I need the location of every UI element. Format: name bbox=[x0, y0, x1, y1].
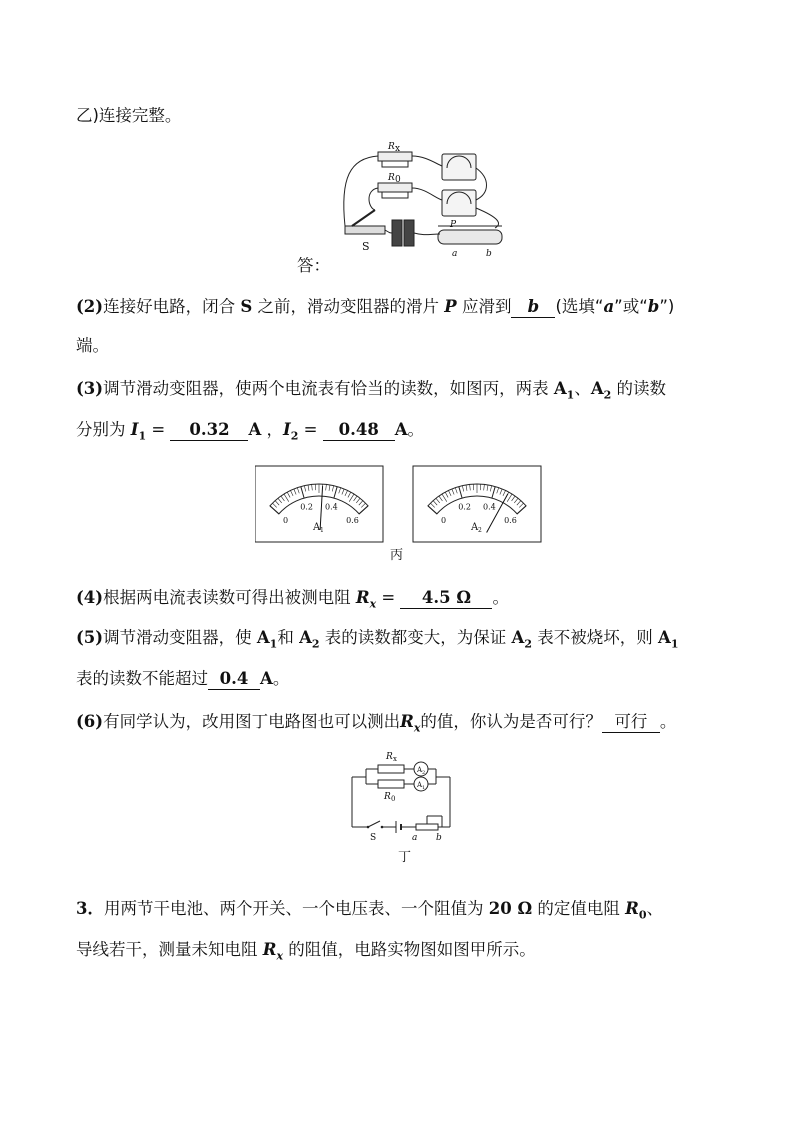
ammeter-a2-label: A bbox=[471, 522, 479, 533]
figure-caption-ding: 丁 bbox=[398, 850, 412, 865]
ammeter-a1-label: A bbox=[313, 522, 321, 533]
ding-rx-sub: x bbox=[393, 755, 397, 763]
ding-meter-a2: A bbox=[417, 766, 423, 774]
problem-3-cont: 导线若干，测量未知电阻 $R_x$ 的阻值，电路实物图如图甲所示。 bbox=[76, 940, 536, 963]
ammeter-a1-tick-label: 0.4 bbox=[325, 502, 338, 512]
ammeter-a2 bbox=[413, 466, 541, 542]
rx-sub: x bbox=[395, 144, 401, 154]
ding-meter-a2-sub: 2 bbox=[422, 770, 426, 776]
question-4: (4)根据两电流表读数可得出被测电阻 $R_x = 4.5$ Ω 。 bbox=[76, 588, 509, 611]
ding-end-b: b bbox=[436, 833, 442, 843]
slider-label: P bbox=[450, 220, 457, 230]
ding-r0-label: R bbox=[384, 792, 391, 802]
answer-2: b bbox=[511, 297, 555, 318]
ammeter-a1-tick-label: 0.6 bbox=[346, 515, 359, 525]
ammeter-a2-tick-label: 0.6 bbox=[504, 515, 517, 525]
text-line-1: 乙)连接完整。 bbox=[76, 106, 182, 125]
question-5-cont: 表的读数不能超过 0.4 A。 bbox=[76, 669, 290, 688]
answer-3-i2: 0.48 bbox=[323, 420, 395, 441]
circuit-diagram-ding bbox=[340, 744, 460, 848]
answer-3-i1: 0.32 bbox=[170, 420, 248, 441]
ammeter-a2-tick-label: 0.2 bbox=[458, 502, 471, 512]
question-2: (2)连接好电路，闭合 S 之前，滑动变阻器的滑片 P 应滑到 b (选填“a”或“b”) bbox=[76, 297, 675, 316]
ammeter-a2-label-sub: 2 bbox=[478, 527, 482, 534]
ding-end-a: a bbox=[412, 833, 418, 843]
question-2-cont: 端。 bbox=[76, 336, 109, 355]
end-b-label: b bbox=[486, 249, 492, 259]
ding-rx-label: R bbox=[386, 752, 393, 762]
rx-label: R bbox=[388, 142, 395, 152]
ammeter-a1-tick-label: 0.2 bbox=[300, 502, 313, 512]
question-6: (6)有同学认为，改用图丁电路图也可以测出$R_x$的值，你认为是否可行？ 可行 。 bbox=[76, 712, 677, 735]
question-3: (3)调节滑动变阻器，使两个电流表有恰当的读数，如图丙，两表 $A_1$、$A_2$ 的读数 bbox=[76, 379, 667, 402]
ding-switch-label: S bbox=[370, 833, 377, 843]
ammeter-a1-label-sub: 1 bbox=[320, 527, 324, 534]
problem-3: 3．用两节干电池、两个开关、一个电压表、一个阻值为 20 Ω 的定值电阻 $R_0$、 bbox=[76, 899, 664, 922]
ding-meter-a1: A bbox=[417, 781, 423, 789]
ammeter-a2-tick-label: 0 bbox=[441, 515, 447, 525]
question-3-cont: 分别为 $I_1 = 0.32$ A ，$I_2 = 0.48$ A。 bbox=[76, 420, 425, 443]
figure-caption-bing: 丙 bbox=[390, 548, 404, 563]
r0-label: R bbox=[388, 173, 395, 183]
question-5: (5)调节滑动变阻器，使 $A_1$和 $A_2$ 表的读数都变大，为保证 $A_2$ 表不被烧坏，则 $A_1$ bbox=[76, 628, 679, 651]
end-a-label: a bbox=[452, 249, 458, 259]
ding-meter-a1-sub: 1 bbox=[422, 785, 426, 791]
ding-r0-sub: 0 bbox=[391, 795, 396, 803]
r0-sub: 0 bbox=[395, 175, 401, 185]
switch-label: S bbox=[362, 240, 370, 253]
answer-6: 可行 bbox=[602, 712, 660, 733]
answer-label: 答： bbox=[297, 256, 330, 275]
ammeter-a2-tick-label: 0.4 bbox=[483, 502, 496, 512]
answer-5: 0.4 bbox=[208, 669, 260, 690]
ammeter-readings-figure bbox=[255, 464, 545, 546]
ammeter-a1 bbox=[255, 466, 383, 542]
answer-4: 4.5 Ω bbox=[400, 588, 492, 609]
ammeter-a1-tick-label: 0 bbox=[283, 515, 289, 525]
